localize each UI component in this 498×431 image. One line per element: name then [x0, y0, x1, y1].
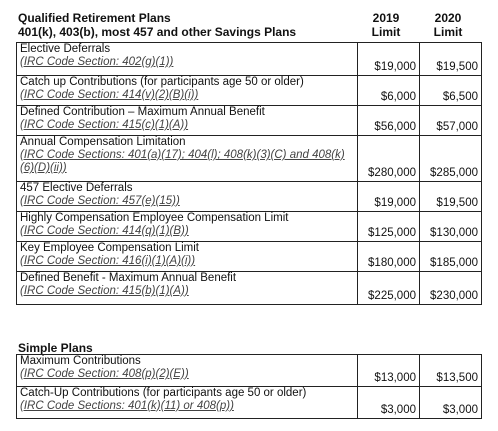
row-code-section: (IRC Code Section: 415(b)(1)(A)) [20, 285, 189, 297]
row-description [17, 136, 358, 182]
table-header [16, 8, 478, 42]
limit-2019-cell: $19,000 [358, 43, 420, 76]
column-year: 2019 [372, 11, 400, 25]
limit-2020-cell: $285,000 [420, 136, 482, 182]
qualified-plans-table [16, 42, 482, 305]
limit-2019-cell: $180,000 [358, 242, 420, 272]
limit-2020-cell: $19,500 [420, 182, 482, 212]
limit-2020-cell: $13,500 [420, 355, 482, 387]
row-code-section: (IRC Code Sections: 401(k)(11) or 408(p)) [20, 400, 234, 412]
row-title: Catch-Up Contributions (for participants age 50 or older) [20, 387, 307, 399]
row-description [17, 212, 358, 242]
limit-2020-cell: $185,000 [420, 242, 482, 272]
row-code-section: (IRC Code Section: 415(c)(1)(A)) [20, 119, 189, 131]
limit-2019-cell: $56,000 [358, 106, 420, 136]
row-code-section: (IRC Code Section: 402(g)(1)) [20, 56, 174, 68]
simple-plans-body [17, 355, 482, 419]
row-description [17, 242, 358, 272]
table-row [17, 242, 482, 272]
column-label: Limit [371, 25, 401, 39]
table-row [17, 106, 482, 136]
row-description [17, 387, 358, 419]
row-code-section: (IRC Code Section: 457(e)(15)) [20, 195, 180, 207]
row-title: Defined Contribution – Maximum Annual Benefit [20, 106, 265, 118]
row-code-section: (IRC Code Section: 414(v)(2)(B)(i)) [20, 89, 199, 101]
limit-2019-cell: $19,000 [358, 182, 420, 212]
limit-2019-cell: $13,000 [358, 355, 420, 387]
row-description [17, 355, 358, 387]
simple-plans-table [16, 354, 482, 419]
row-code-section: (IRC Code Section: 414(q)(1)(B)) [20, 225, 189, 237]
row-title: Key Employee Compensation Limit [20, 242, 199, 254]
header-title-line1: Qualified Retirement Plans [18, 11, 171, 25]
limit-2019-cell: $3,000 [358, 387, 420, 419]
column-label: Limit [433, 25, 463, 39]
limit-2020-cell: $19,500 [420, 43, 482, 76]
table-row [17, 43, 482, 76]
row-title: Defined Benefit - Maximum Annual Benefit [20, 272, 237, 284]
row-description [17, 76, 358, 106]
header-title-line2: 401(k), 403(b), most 457 and other Savings Plans [18, 25, 297, 39]
row-title: 457 Elective Deferrals [20, 182, 133, 194]
limit-2020-cell: $230,000 [420, 272, 482, 305]
simple-plans-title: Simple Plans [18, 341, 93, 355]
table-row [17, 272, 482, 305]
row-title: Annual Compensation Limitation [20, 136, 186, 148]
limit-2019-cell: $125,000 [358, 212, 420, 242]
row-description [17, 182, 358, 212]
row-description [17, 272, 358, 305]
table-row [17, 212, 482, 242]
row-code-section: (IRC Code Sections: 401(a)(17); 404(l); 408(k)(3)(C) and 408(k)(6)(D)(ii)) [20, 149, 345, 174]
row-code-section: (IRC Code Section: 416(i)(1)(A)(i)) [20, 255, 196, 267]
limit-2019-cell: $280,000 [358, 136, 420, 182]
row-title: Maximum Contributions [20, 355, 141, 367]
qualified-plans-body [17, 43, 482, 305]
limit-2020-cell: $57,000 [420, 106, 482, 136]
row-title: Elective Deferrals [20, 43, 111, 55]
table-row [17, 182, 482, 212]
limit-2019-cell: $6,000 [358, 76, 420, 106]
column-year: 2020 [434, 11, 462, 25]
table-row [17, 355, 482, 387]
limit-2019-cell: $225,000 [358, 272, 420, 305]
row-title: Highly Compensation Employee Compensation Limit [20, 212, 289, 224]
limit-2020-cell: $6,500 [420, 76, 482, 106]
limit-2020-cell: $130,000 [420, 212, 482, 242]
table-row [17, 76, 482, 106]
table-row [17, 387, 482, 419]
row-title: Catch up Contributions (for participants age 50 or older) [20, 76, 304, 88]
row-description [17, 106, 358, 136]
limit-2020-cell: $3,000 [420, 387, 482, 419]
table-row [17, 136, 482, 182]
row-code-section: (IRC Code Section: 408(p)(2)(E)) [20, 368, 189, 380]
row-description [17, 43, 358, 76]
